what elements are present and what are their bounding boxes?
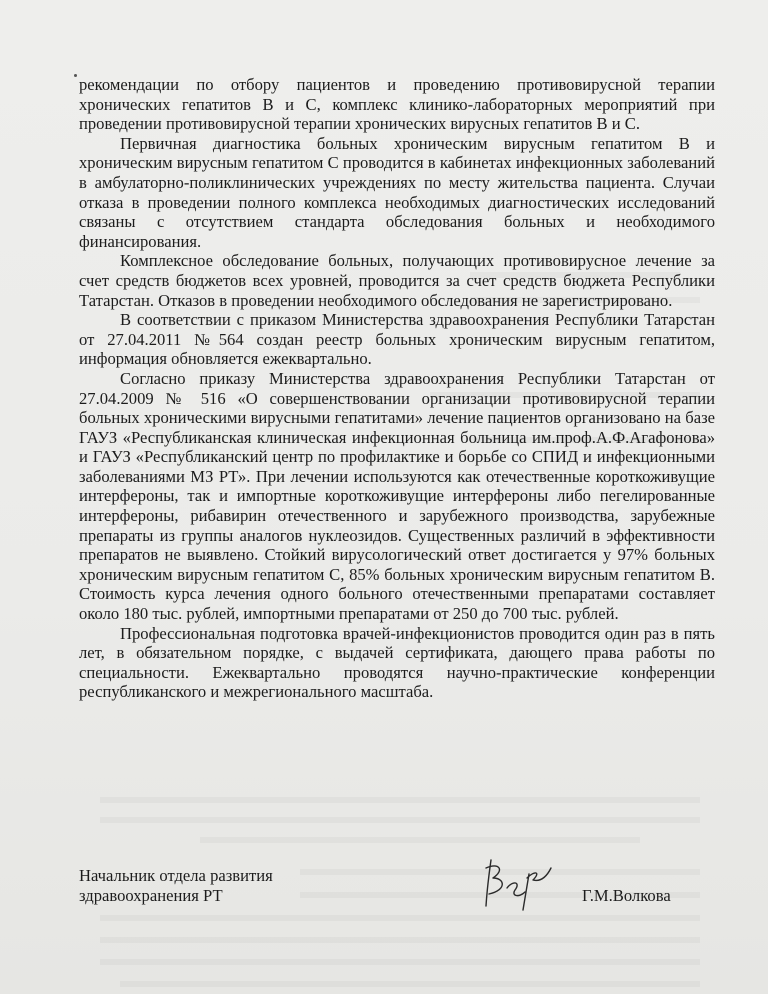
- signatory-title-line1: Начальник отдела развития: [79, 866, 273, 885]
- signature-block: [79, 866, 715, 905]
- paragraph-1: рекомендации по отбору пациентов и проведению противовирусной терапии хронических гепатитов В и С, комплекс клинико-лабораторных мероприятий при проведении противовирусной терапии хронических вирусных гепатитов В и С.: [79, 75, 715, 134]
- scan-speck: [74, 74, 77, 77]
- paragraph-5: Согласно приказу Министерства здравоохранения Республики Татарстан от 27.04.2009 № 516 «О совершенствовании организации противовирусной терапии больных хроническими вирусными гепатитами» лечение пациентов организовано на базе ГАУЗ «Республиканская клиническая инфекционная больница им.проф.А.Ф.Агафонова» и ГАУЗ «Республиканский центр по профилактике и борьбе со СПИД и инфекционными заболеваниями МЗ РТ». При лечении используются как отечественные короткоживущие интерфероны, так и импортные короткоживущие интерфероны либо пегелированные интерфероны, рибавирин отечественного и зарубежного производства, зарубежные препараты из группы аналогов нуклеозидов. Существенных различий в эффективности препаратов не выявлено. Стойкий вирусологический ответ достигается у 97% больных хроническим вирусным гепатитом С, 85% больных хроническим вирусным гепатитом В. Стоимость курса лечения одного больного отечественными препаратами составляет около 180 тыс. рублей, импортными препаратами от 250 до 700 тыс. рублей.: [79, 368, 715, 624]
- letter-body: [79, 75, 715, 702]
- handwritten-signature: [477, 854, 557, 914]
- paragraph-3: Комплексное обследование больных, получающих противовирусное лечение за счет средств бюджетов всех уровней, проводится за счет средств бюджета Республики Татарстан. Отказов в проведении необходимого обследования не зарегистрировано.: [79, 251, 715, 310]
- signatory-name: Г.М.Волкова: [582, 886, 671, 905]
- paragraph-6: Профессиональная подготовка врачей-инфекционистов проводится один раз в пять лет, в обязательном порядке, с выдачей сертификата, дающего права работы по специальности. Ежеквартально проводятся научно-практические конференции республиканского и межрегионального масштаба.: [79, 623, 715, 702]
- paragraph-4: В соответствии с приказом Министерства здравоохранения Республики Татарстан от 27.04.2011 №564 создан реестр больных хроническим вирусным гепатитом, информация обновляется ежеквартально.: [79, 310, 715, 369]
- paragraph-2: Первичная диагностика больных хроническим вирусным гепатитом В и хроническим вирусным гепатитом С проводится в кабинетах инфекционных заболеваний в амбулаторно-поликлинических учреждениях по месту жительства пациента. Случаи отказа в проведении полного комплекса необходимых диагностических исследований связаны с отсутствием стандарта обследования больных и необходимого финансирования.: [79, 133, 715, 251]
- signatory-title-line2: здравоохранения РТ: [79, 885, 223, 905]
